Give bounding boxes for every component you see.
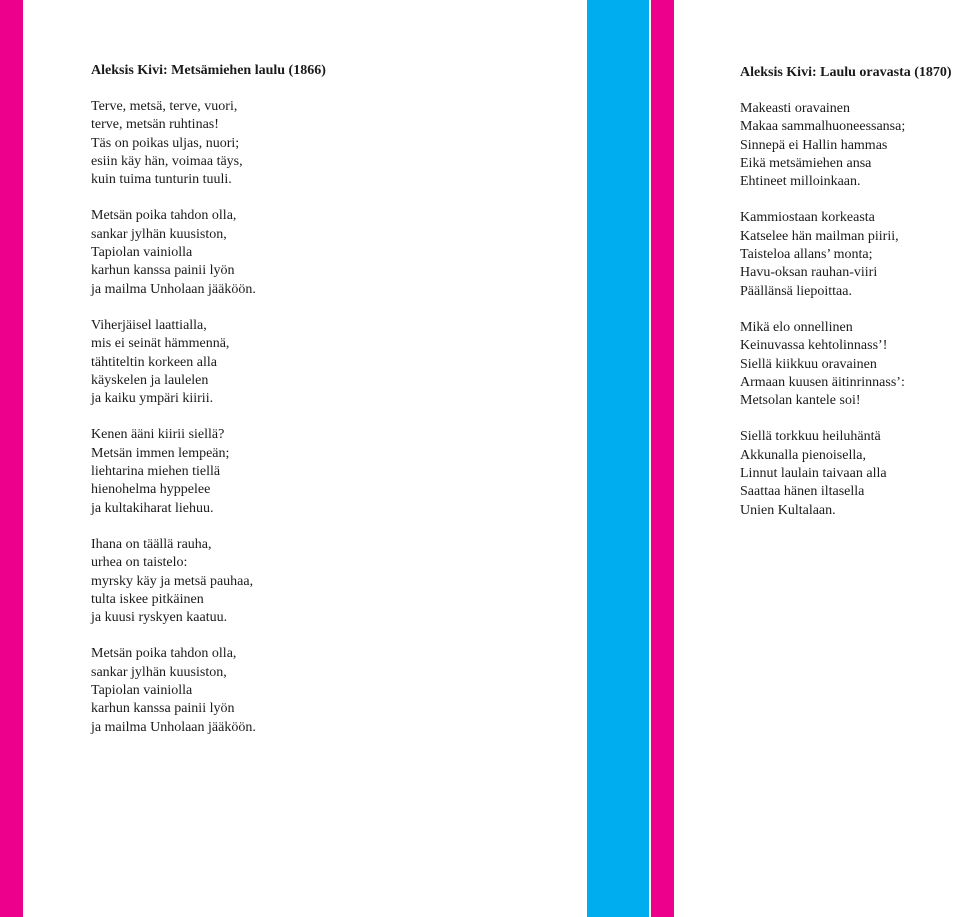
poem-line: liehtarina miehen tiellä <box>91 464 221 480</box>
poem-line: ja mailma Unholaan jääköön. <box>91 719 256 735</box>
poem-line: Makaa sammalhuoneessansa; <box>740 119 906 135</box>
stanza <box>91 98 571 189</box>
stanzas <box>91 98 571 737</box>
poem-line: Armaan kuusen äitinrinnass’: <box>740 374 905 390</box>
stanza <box>91 536 571 627</box>
stanza <box>740 209 960 300</box>
poem-line: Ehtineet milloinkaan. <box>740 174 861 190</box>
poem-line: Mikä elo onnellinen <box>740 319 853 335</box>
poem-line: Akkunalla pienoisella, <box>740 447 866 463</box>
poem-line: Siellä kiikkuu oravainen <box>740 356 877 372</box>
poem-line: Metsolan kantele soi! <box>740 393 861 409</box>
poem-line: Makeasti oravainen <box>740 101 851 116</box>
poem-line: Saattaa hänen iltasella <box>740 484 865 500</box>
left-poem <box>91 62 571 755</box>
stanza <box>740 100 960 191</box>
right-poem <box>740 64 960 538</box>
poem-line: tähtiteltin korkeen alla <box>91 354 217 370</box>
poem-line: mis ei seinät hämmennä, <box>91 336 230 352</box>
poem-line: Katselee hän mailman piirii, <box>740 228 899 244</box>
stanza <box>91 426 571 517</box>
stanza <box>91 645 571 736</box>
poem-line: Metsän poika tahdon olla, <box>91 646 237 662</box>
poem-line: Täs on poikas uljas, nuori; <box>91 135 240 151</box>
poem-line: Ihana on täällä rauha, <box>91 536 212 552</box>
stanza <box>740 428 960 519</box>
stanzas <box>740 100 960 520</box>
poem-line: Kenen ääni kiirii siellä? <box>91 427 225 443</box>
poem-line: Eikä metsämiehen ansa <box>740 155 872 171</box>
poem-line: Siellä torkkuu heiluhäntä <box>740 429 881 445</box>
poem-line: terve, metsän ruhtinas! <box>91 117 219 133</box>
poem-line: karhun kanssa painii lyön <box>91 263 235 279</box>
stanza <box>740 319 960 410</box>
poem-line: ja mailma Unholaan jääköön. <box>91 281 256 297</box>
poem-line: Unien Kultalaan. <box>740 502 836 518</box>
poem-line: Kammiostaan korkeasta <box>740 210 875 226</box>
poem-line: Sinnepä ei Hallin hammas <box>740 137 888 153</box>
poem-line: esiin käy hän, voimaa täys, <box>91 153 243 169</box>
stanza <box>91 207 571 298</box>
cyan-stripe <box>587 0 649 917</box>
poem-line: sankar jylhän kuusiston, <box>91 226 227 242</box>
poem-line: Terve, metsä, terve, vuori, <box>91 99 238 114</box>
left-magenta-stripe <box>0 0 23 917</box>
poem-line: käyskelen ja laulelen <box>91 372 209 388</box>
poem-line: Päällänsä liepoittaa. <box>740 283 852 299</box>
poem-line: sankar jylhän kuusiston, <box>91 664 227 680</box>
poem-title: Aleksis Kivi: Laulu oravasta (1870) <box>740 65 952 80</box>
poem-title: Aleksis Kivi: Metsämiehen laulu (1866) <box>91 63 326 78</box>
poem-line: Keinuvassa kehtolinnass’! <box>740 338 888 354</box>
poem-line: urhea on taistelo: <box>91 555 188 571</box>
poem-line: kuin tuima tunturin tuuli. <box>91 172 232 188</box>
poem-line: hienohelma hyppelee <box>91 482 211 498</box>
poem-line: Viherjäisel laattialla, <box>91 317 207 333</box>
poem-line: Linnut laulain taivaan alla <box>740 466 887 482</box>
poem-line: ja kuusi ryskyen kaatuu. <box>91 610 228 626</box>
poem-line: Tapiolan vainiolla <box>91 683 193 699</box>
poem-line: Metsän poika tahdon olla, <box>91 208 237 224</box>
poem-line: myrsky käy ja metsä pauhaa, <box>91 573 254 589</box>
poem-line: Havu-oksan rauhan-viiri <box>740 265 878 281</box>
poem-line: Tapiolan vainiolla <box>91 245 193 261</box>
right-magenta-stripe <box>651 0 674 917</box>
poem-line: ja kaiku ympäri kiirii. <box>91 391 214 407</box>
poem-line: ja kultakiharat liehuu. <box>91 500 214 516</box>
poem-line: tulta iskee pitkäinen <box>91 591 204 607</box>
poem-line: Metsän immen lempeän; <box>91 445 230 461</box>
poem-line: karhun kanssa painii lyön <box>91 701 235 717</box>
poem-line: Taisteloa allans’ monta; <box>740 247 873 263</box>
stanza <box>91 317 571 408</box>
